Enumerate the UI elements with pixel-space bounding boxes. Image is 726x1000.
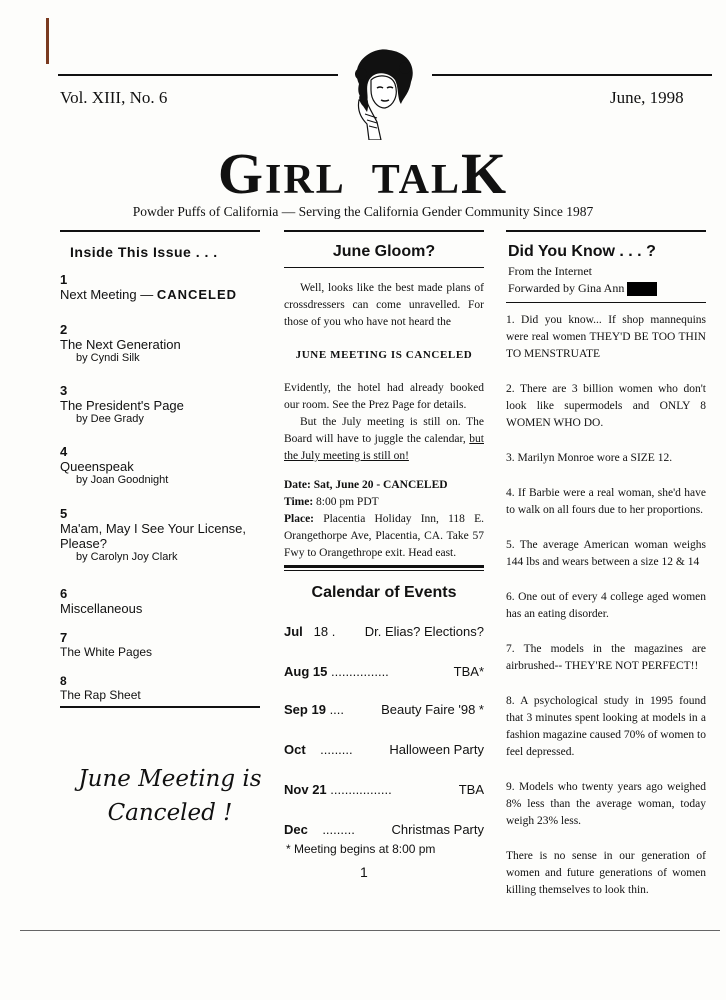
woman-portrait-illustration (345, 44, 423, 140)
fact-item: 7. The models in the magazines are airbrushed-- THEY'RE NOT PERFECT!! (506, 643, 706, 672)
toc-title: The President's Page (60, 398, 184, 413)
toc-title: Queenspeak (60, 459, 134, 474)
canceled-notice-line1: June Meeting is (78, 766, 262, 792)
june-gloom-heading: June Gloom? (332, 243, 436, 260)
toc-item[interactable] (60, 586, 260, 630)
toc-author: by Dee Grady (76, 413, 144, 425)
page-bottom-rule (20, 930, 720, 931)
margin-mark (46, 18, 49, 64)
did-you-know-heading: Did You Know . . . ? (508, 243, 656, 260)
fact-item: 4. If Barbie were a real woman, she'd have to walk on all fours due to her proportions. (506, 487, 706, 516)
calendar-heading: Calendar of Events (311, 584, 457, 601)
title-irl: IRL (265, 157, 346, 203)
gloom-paragraph-1: Well, looks like the best made plans of crossdressers can come unravelled. For those of you who have not heard the (284, 282, 484, 328)
toc-number: 8 (60, 674, 67, 688)
calendar-event[interactable] (284, 664, 484, 702)
calendar-event[interactable] (284, 742, 484, 782)
event-day: 18 (313, 624, 329, 639)
did-you-know-facts (506, 312, 706, 899)
toc-title: Next Meeting — (60, 287, 154, 302)
column-rule-left (60, 230, 260, 232)
masthead-rule-left (58, 74, 338, 76)
fact-item: 8. A psychological study in 1995 found that 3 minutes spent looking at models in a fashion magazine caused 70% of women to feel depressed. (506, 695, 706, 758)
fact-item: 9. Models who twenty years ago weighed 8% less than the average woman, today weigh 23% less. (506, 781, 706, 827)
event-name: TBA* (453, 664, 484, 679)
toc-number: 3 (60, 383, 68, 398)
gloom-paragraph-2: Evidently, the hotel had already booked our room. See the Prez Page for details. (284, 382, 484, 411)
event-month: Nov (284, 782, 309, 797)
toc-list (60, 272, 260, 708)
did-you-know-rule (506, 302, 706, 303)
event-leader: ......... (322, 822, 355, 837)
column-rule-mid (284, 230, 484, 232)
event-leader: ................. (330, 782, 392, 797)
toc-number: 7 (60, 630, 68, 645)
time-label: Time: (284, 496, 314, 508)
date-value: Sat, June 20 - (313, 479, 381, 491)
title-letter-k: K (460, 141, 509, 206)
june-gloom-rule (284, 267, 484, 268)
event-month: Aug (284, 664, 310, 679)
event-name: Halloween Party (389, 742, 484, 757)
toc-item[interactable] (60, 674, 260, 708)
calendar-event[interactable] (284, 624, 484, 664)
fact-item: 6. One out of every 4 college aged women has an eating disorder. (506, 591, 706, 620)
event-month: Jul (284, 624, 303, 639)
title-letter-g: G (217, 141, 266, 206)
calendar-footnote: * Meeting begins at 8:00 pm (286, 842, 436, 856)
event-day: 21 (312, 782, 327, 797)
event-month: Oct (284, 742, 306, 757)
toc-number: 2 (60, 322, 68, 337)
meeting-canceled-banner: JUNE MEETING IS CANCELED (295, 349, 473, 361)
calendar-event[interactable] (284, 782, 484, 822)
redacted-name-block (627, 282, 657, 296)
toc-author: by Joan Goodnight (76, 474, 169, 486)
event-day: 19 (311, 702, 326, 717)
toc-title: The Next Generation (60, 337, 181, 352)
toc-item[interactable] (60, 322, 260, 383)
place-value: Placentia Holiday Inn, 118 E. Orangethorpe Ave, Placentia, CA. Take 57 Fwy to Orangethrope exit. Head east. (284, 513, 484, 559)
toc-bottom-rule (60, 706, 260, 708)
did-you-know-forwarded (508, 281, 657, 296)
event-leader: ................ (331, 664, 389, 679)
event-name: Dr. Elias? Elections? (364, 624, 484, 639)
fact-item: 5. The average American woman weighs 144 lbs and wears between a size 12 & 14 (506, 539, 706, 568)
toc-item[interactable] (60, 383, 260, 444)
toc-title: The Rap Sheet (60, 688, 141, 702)
toc-title: The White Pages (60, 645, 153, 659)
toc-item[interactable] (60, 272, 260, 322)
event-name: Beauty Faire '98 * (381, 702, 484, 717)
did-you-know-source: From the Internet (508, 264, 592, 278)
event-day: 15 (312, 664, 328, 679)
closing-remark: There is no sense in our generation of women and future generations of women killing themselves to look thin. (506, 850, 706, 896)
time-value: 8:00 pm PDT (316, 496, 379, 508)
canceled-notice-script (60, 762, 280, 830)
issue-date: June, 1998 (610, 88, 684, 107)
fact-item: 2. There are 3 billion women who don't look like supermodels and ONLY 8 WOMEN WHO DO. (506, 383, 706, 429)
toc-title: Miscellaneous (60, 601, 143, 616)
july-meeting-underlined: but the July meeting is still on! (284, 433, 484, 462)
newsletter-subtitle: Powder Puffs of California — Serving the California Gender Community Since 1987 (132, 204, 594, 219)
event-leader: .... (329, 702, 345, 717)
toc-item[interactable] (60, 630, 260, 674)
toc-number: 5 (60, 506, 68, 521)
gloom-paragraph-3: But the July meeting is still on. The Board will have to juggle the calendar, (284, 416, 484, 445)
fact-item: 1. Did you know... If shop mannequins were real women THEY'D BE TOO THIN TO MENSTRUATE (506, 314, 706, 360)
toc-title: Ma'am, May I See Your License, Please? (60, 521, 247, 551)
forwarded-by: Forwarded by Gina Ann (508, 281, 625, 295)
volume-number: Vol. XIII, No. 6 (60, 88, 168, 107)
event-month: Sep (284, 702, 308, 717)
toc-item[interactable] (60, 506, 260, 586)
masthead-rule-right (432, 74, 712, 76)
event-name: Christmas Party (391, 822, 484, 837)
calendar-top-rule-thin (284, 570, 484, 571)
date-canceled: CANCELED (383, 479, 448, 491)
canceled-notice-line2: Canceled ! (107, 800, 233, 826)
toc-author: by Cyndi Silk (76, 352, 140, 364)
date-label: Date: (284, 479, 311, 491)
title-tal: TAL (371, 157, 461, 203)
newsletter-title (0, 140, 726, 207)
event-leader: ......... (320, 742, 353, 757)
calendar-event[interactable] (284, 702, 484, 742)
toc-number: 4 (60, 444, 68, 459)
place-label: Place: (284, 513, 315, 525)
event-leader: . (331, 624, 336, 639)
calendar-list (284, 624, 484, 856)
column-rule-right (506, 230, 706, 232)
calendar-top-rule (284, 565, 484, 568)
june-gloom-article (284, 280, 484, 562)
toc-number: 6 (60, 586, 68, 601)
event-name: TBA (458, 782, 484, 797)
calendar-event[interactable] (284, 822, 484, 842)
toc-item[interactable] (60, 444, 260, 506)
inside-heading: Inside This Issue . . . (70, 244, 218, 260)
toc-number: 1 (60, 272, 68, 287)
toc-author: by Carolyn Joy Clark (76, 551, 178, 563)
fact-item: 3. Marilyn Monroe wore a SIZE 12. (506, 452, 673, 464)
event-month: Dec (284, 822, 308, 837)
toc-title-canceled: CANCELED (156, 287, 238, 302)
page-number: 1 (360, 864, 368, 880)
